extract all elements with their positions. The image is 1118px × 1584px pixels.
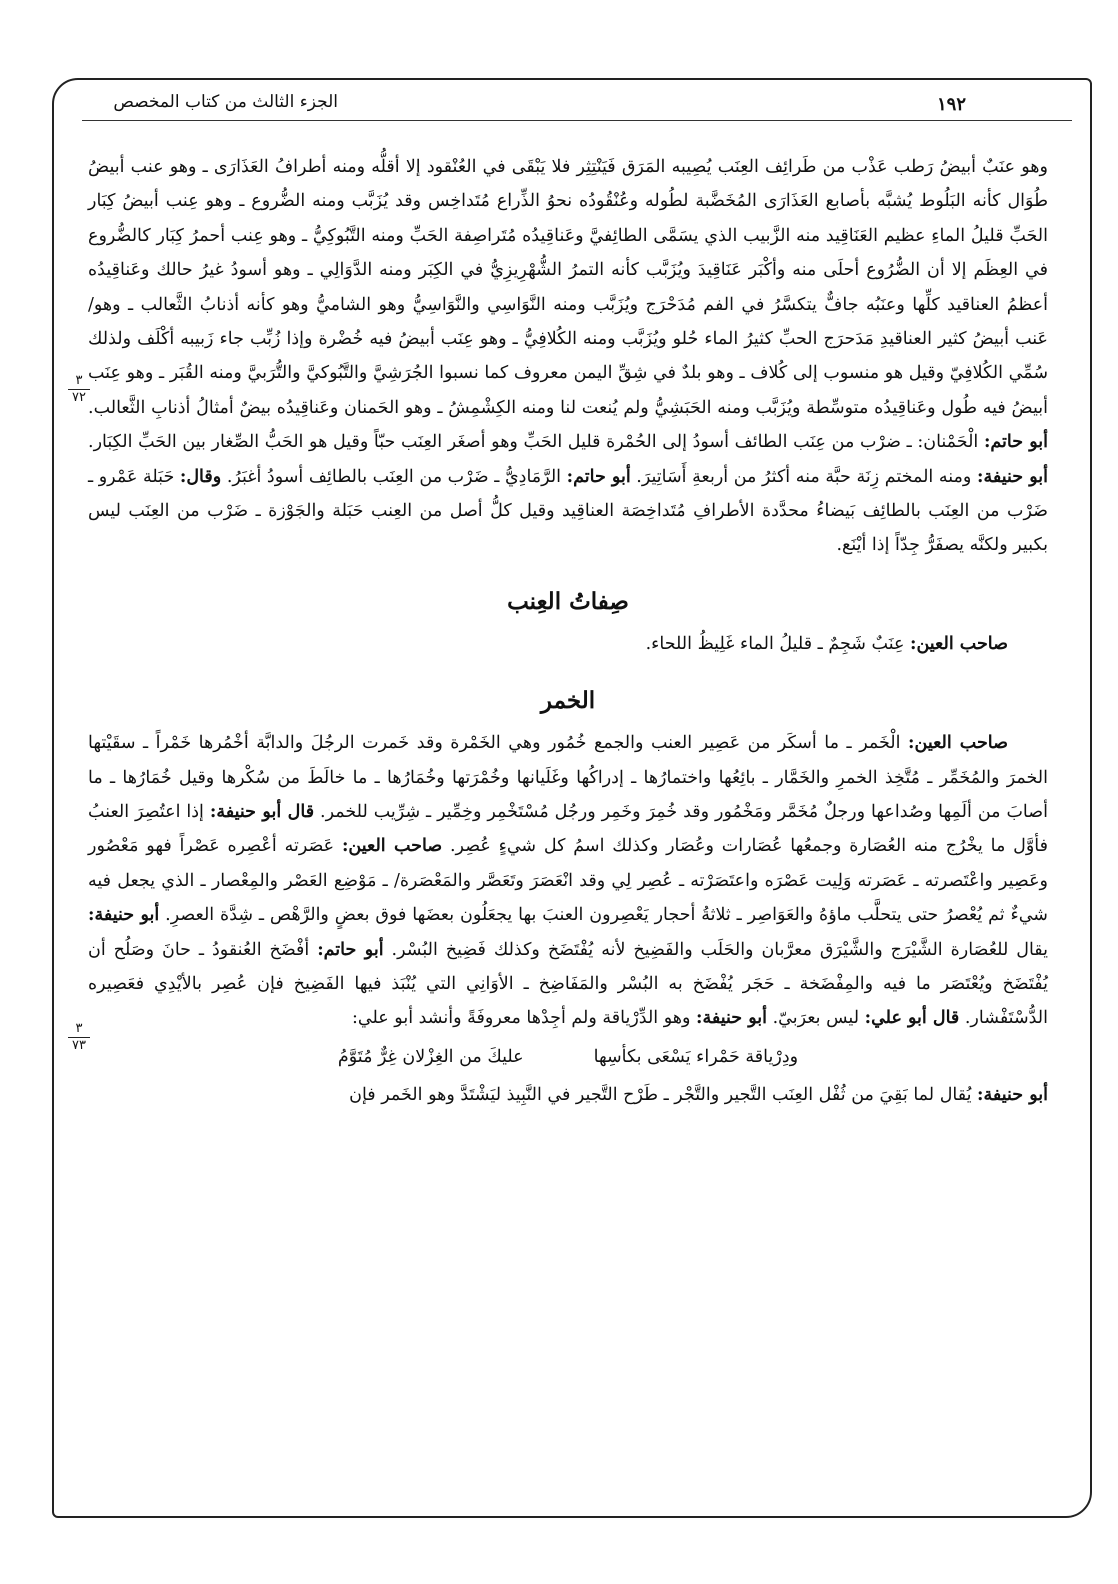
source-label: صاحب العين: bbox=[910, 634, 1008, 655]
page-number: ١٩٢ bbox=[936, 94, 966, 115]
verse-first-hemistich: ودِرْياقة حَمْراء يَسْعَى بكأسِها bbox=[593, 1046, 799, 1067]
paragraph-wine-continued: أبو حنيفة: يُقال لما بَقِيَ من ثُفْل العِنَب التَّجير والتَّجْر ـ طَرْح التَّجير في النَّبِيذ ليَشْتَدَّ وهو الخَمر فإن bbox=[349, 1085, 1048, 1106]
book-title: الجزء الثالث من كتاب المخصص bbox=[113, 92, 338, 112]
source-label: وقال: bbox=[179, 466, 222, 487]
margin-folio-note: ٣ ٧٢ bbox=[68, 374, 90, 404]
source-label: صاحب العين: bbox=[908, 733, 1008, 754]
poetry-verse bbox=[88, 1040, 1048, 1074]
source-label: أبو حاتم: bbox=[566, 466, 631, 487]
verse-second-hemistich: عليكَ من الغِزْلان غِرٌّ مُتَوَّمُ bbox=[337, 1046, 524, 1067]
page-body bbox=[88, 150, 1048, 1113]
source-label: أبو حنيفة: bbox=[977, 1085, 1048, 1106]
margin-folio-note: ٣ ٧٣ bbox=[68, 1022, 90, 1052]
paragraph-grape-varieties: وهو عنَبٌ أبيضُ رَطب عَذْب من طَرائِف العِنَب يُصِيبه المَرَق فَيَنْتِثِر فلا يَبْقَى في العُنْقود إلا أقلُّه ومنه أطرافُ العَذَارَى ـ وهو عنب أبيضُ طُوَال كأنه البَلُوط يُشبَّه بأصابع العَذَارَى المُخَضَّبة لطُوله وعُنْقُودُه نحوُ الذِّراع مُتَداخِس وقد يُزَبَّب ومنه الضُّروع ـ وهو عِنب أبيضُ كِبَار الحَبِّ قليلُ الماءِ عظيم العَنَاقِيد منه الزَّبيب الذي يسَمَّى الطائِفيَّ وعَناقِيدُه مُتَراصِفة الحَبِّ ومنه التَّبُوكِيُّ ـ وهو عِنب أحمرُ كِبَار كالضُّروع في العِظَم إلا أن الضُّرُوع أحلَى منه وأكْبَر عَنَاقِيدَ ويُزَبَّب كأنه التمرُ الشُّهْرِيزِيُّ في الكِبَر ومنه الدَّوَالِي ـ وهو أسودُ غيرُ حالك وعَناقِيدُه أعظمُ العناقيد كلِّها وعنَبُه جافٌّ يتكسَّرُ في الفم مُدَحْرَج ويُزَبَّب ومنه النَّوَاسِي والنَّوَاسِيُّ وهو الشاميُّ وهو كأنه أذنابُ الثَّعالب ـ وهو/ عَنب أبيضُ كثير العناقيدِ مَدَحرَج الحبِّ كثيرُ الماء حُلو ويُزَبَّب ومنه الكُلافِيُّ ـ وهو عِنَب أبيضُ فيه خُضْرة وإذا زُبِّب جاء زَبيبه أكْلَف ولذلك سُمِّي الكُلافِيّ وقيل هو منسوب إلى كُلاف ـ وهو بلدٌ في شِقِّ اليمن معروف كما نسبوا الجُرَشِيَّ والتَّبُوكيَّ والتُّرَبيَّ ومنه القُبَر ـ وهو عِنَب أبيضُ فيه طُول وعَناقِيدُه متوسِّطة ويُزَبَّب ومنه الحَبَشِيُّ ولم يُنعت لنا ومنه الكِشْمِشُ ـ وهو الحَمنان وعَناقِيدُه بيضٌ أمثالُ أذنابِ الثَّعالب. أبو حاتم: الْحَمْنان: ـ ضرْب من عِنَب الطائف أسودُ إلى الحُمْرة قليل الحَبِّ وهو أصغَر العِنَب حبّاً وقيل هو الحَبُّ الصِّغار بين الحَبِّ الكِبَار. أبو حنيفة: ومنه المختم زِنَة حبَّة منه أكثرُ من أربعةِ أَسَاتِيرَ. أبو حاتم: الرَّمَادِيُّ ـ ضَرْب من العِنَب بالطائِف أسودُ أغبَرُ. وقال: حَبَلة عَمْرو ـ ضَرْب من العِنَب بالطائِف بَيضاءُ محدَّدة الأطرافِ مُتَداخِصَة العناقِيد وقيل كلُّ أصل من العِنب حَبَلة والجَوْزة ـ ضَرْب من العِنَب ليس بكبير ولكنَّه يصفَرُّ جِدّاً إذا أيْنَع. bbox=[88, 157, 1048, 556]
header-rule bbox=[82, 120, 1072, 121]
source-label: أبو حاتم: bbox=[317, 939, 384, 960]
source-label: قال أبو حنيفة: bbox=[209, 801, 315, 822]
running-header bbox=[0, 92, 1118, 122]
source-label: أبو حاتم: bbox=[983, 432, 1048, 453]
source-label: أبو حنيفة: bbox=[696, 1008, 767, 1029]
section-heading: صِفاتُ العِنب bbox=[507, 587, 629, 615]
section-heading: الخمر bbox=[540, 686, 596, 714]
source-label: قال أبو علي: bbox=[864, 1008, 960, 1029]
paragraph-wine: صاحب العين: الْخَمر ـ ما أسكَر من عَصِير العنب والجمع خُمُور وهي الخَمْرة وقد خَمرت الرجُلَ والدابَّة أخْمُرها خَمْراً ـ سقَيْتها الخمرَ والمُخَمِّر ـ مُتَّخِذ الخمرِ والخَمَّار ـ بائِعُها واختمارُها ـ إدراكُها وغَلَيانها وخُمْرَتها وخُمَارُها ـ ما خالَطَ من سُكْرها وقيل خُمَارُها ـ ما أصابَ من ألَمِها وصُداعها ورجلٌ مُخَمَّر ومَخْمُور وقد خُمِرَ وخَمِر ورجُل مُسْتَخْمِر وخِمِّير ـ شِرِّيب للخمر. قال أبو حنيفة: إذا اعتُصِرَ العنبُ فأوَّل ما يخْرُج منه العُصَارة وجمعُها عُصَارات وعُصَار وكذلك اسمُ كل شيءٍ عُصِر. صاحب العين: عَصَرته أعْصِره عَصْراً فهو مَعْصُور وعَصِير واعْتَصرته ـ عَصَرته وَلِيت عَصْرَه واعتَصَرْته ـ عُصِر لِي وقد انْعَصَرَ وتَعَصَّر والمَعْصَرة/ ـ مَوْضِع العَصْر والمِعْصار ـ الذي يجعل فيه شيءٌ ثم يُعْصرُ حتى يتحلَّب ماؤهُ والعَوَاصِر ـ ثلاثةُ أحجار يَعْصِرون العنبَ بها يجعَلُون بعضَها فوق بعضٍ والرَّهْص ـ شِدَّة العصرِ. أبو حنيفة: يقال للعُصَارة الشَّيْرَج والشَّيْرَق معرَّبان والحَلَب والفَضِيخ لأنه يُفْتَضَخ وكذلك فَضِيخ البُسْر. أبو حاتم: أفْضَخ العُنقودُ ـ حانَ وصَلُح أن يُفْتَضَخ ويُعْتَصَر ما فيه والمِفْضَخة ـ حَجَر يُفْضَخ به البُسْر والمَفَاضِخ ـ الأوَانِي التي يُنْبَذ فيها الفَضِيخ فإن عُصِر بالأيْدِي فعَصِيره الدُّسْتَفْشار. قال أبو علي: ليس بعرَبيّ. أبو حنيفة: وهو الدِّرْياقة ولم أجِدْها معروفَةً وأنشد أبو علي: bbox=[88, 733, 1049, 1029]
source-label: أبو حنيفة: bbox=[977, 466, 1048, 487]
paragraph-grape-qualities: صاحب العين: عِنَبٌ شَجِمٌ ـ قليلُ الماء غَلِيظُ اللحاء. bbox=[645, 634, 1008, 655]
source-label: صاحب العين: bbox=[341, 836, 443, 857]
source-label: أبو حنيفة: bbox=[88, 905, 160, 926]
